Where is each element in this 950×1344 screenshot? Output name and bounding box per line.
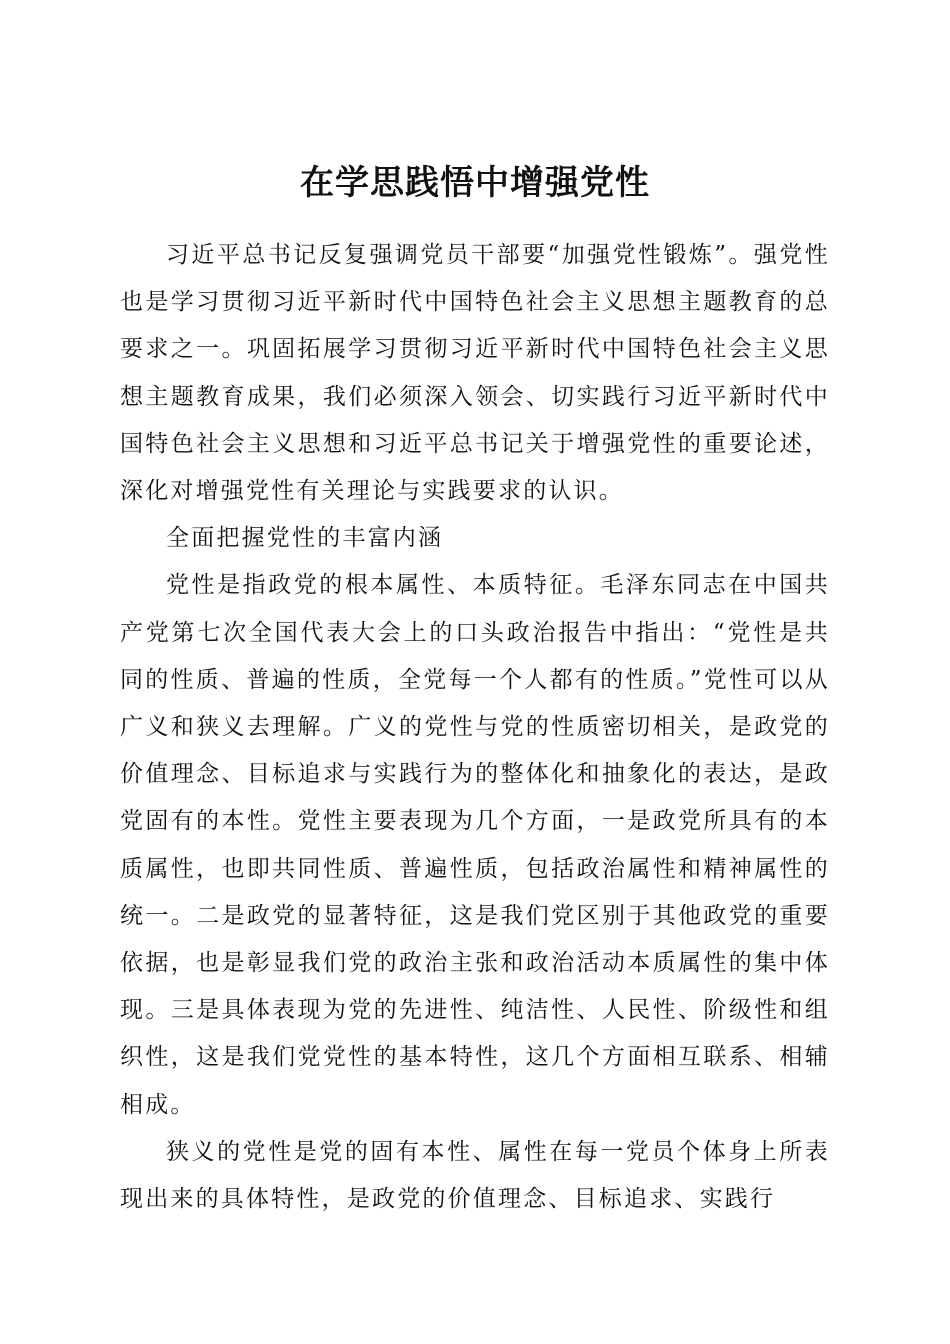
paragraph-broad-definition: 党性是指政党的根本属性、本质特征。毛泽东同志在中国共产党第七次全国代表大会上的口头政治报告中指出：“党性是共同的性质、普遍的性质，全党每一个人都有的性质。”党性可以从广义和狭义去理解。广义的党性与党的性质密切相关，是政党的价值理念、目标追求与实践行为的整体化和抽象化的表达，是政党固有的本性。党性主要表现为几个方面，一是政党所具有的本质属性，也即共同性质、普遍性质，包括政治属性和精神属性的统一。二是政党的显著特征，这是我们党区别于其他政党的重要依据，也是彰显我们党的政治主张和政治活动本质属性的集中体现。三是具体表现为党的先进性、纯洁性、人民性、阶级性和组织性，这是我们党党性的基本特性，这几个方面相互联系、相辅相成。 <box>120 572 830 1118</box>
document-body <box>120 232 830 1223</box>
paragraph-narrow-definition: 狭义的党性是党的固有本性、属性在每一党员个体身上所表现出来的具体特性，是政党的价值理念、目标追求、实践行 <box>120 1138 830 1213</box>
document-title: 在学思践悟中增强党性 <box>300 162 650 203</box>
section-heading: 全面把握党性的丰富内涵 <box>166 525 444 552</box>
paragraph-intro: 习近平总书记反复强调党员干部要“加强党性锻炼”。强党性也是学习贯彻习近平新时代中国特色社会主义思想主题教育的总要求之一。巩固拓展学习贯彻习近平新时代中国特色社会主义思想主题教育成果，我们必须深入领会、切实践行习近平新时代中国特色社会主义思想和习近平总书记关于增强党性的重要论述，深化对增强党性有关理论与实践要求的认识。 <box>120 242 830 505</box>
